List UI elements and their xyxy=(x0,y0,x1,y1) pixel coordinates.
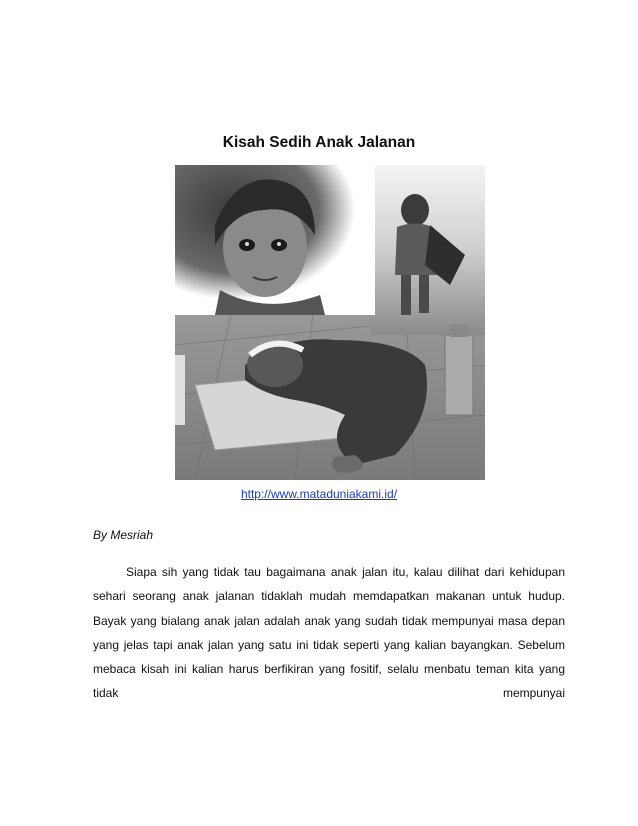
body-paragraph: Siapa sih yang tidak tau bagaimana anak jalan itu, kalau dilihat dari kehidupan sehari seorang anak jalanan tidaklah mudah memdapatkan makanan untuk hudup. Bayak yang bialang anak jalan adalah anak yang sudah tidak mempunyai masa depan yang jelas tapi anak jalan yang satu ini tidak seperti yang kalian bayangkan. Sebelum mebaca kisah ini kalian harus berfikiran yang fositif, selalu menbatu teman kita yang tidak mempunyai xyxy=(93,565,565,701)
byline: By Mesriah xyxy=(93,528,154,542)
street-children-image xyxy=(175,165,485,480)
document-title: Kisah Sedih Anak Jalanan xyxy=(222,134,416,151)
body-text xyxy=(93,560,565,706)
source-link[interactable]: http://www.mataduniakami.id/ xyxy=(240,487,398,501)
collage-photo xyxy=(175,165,485,480)
